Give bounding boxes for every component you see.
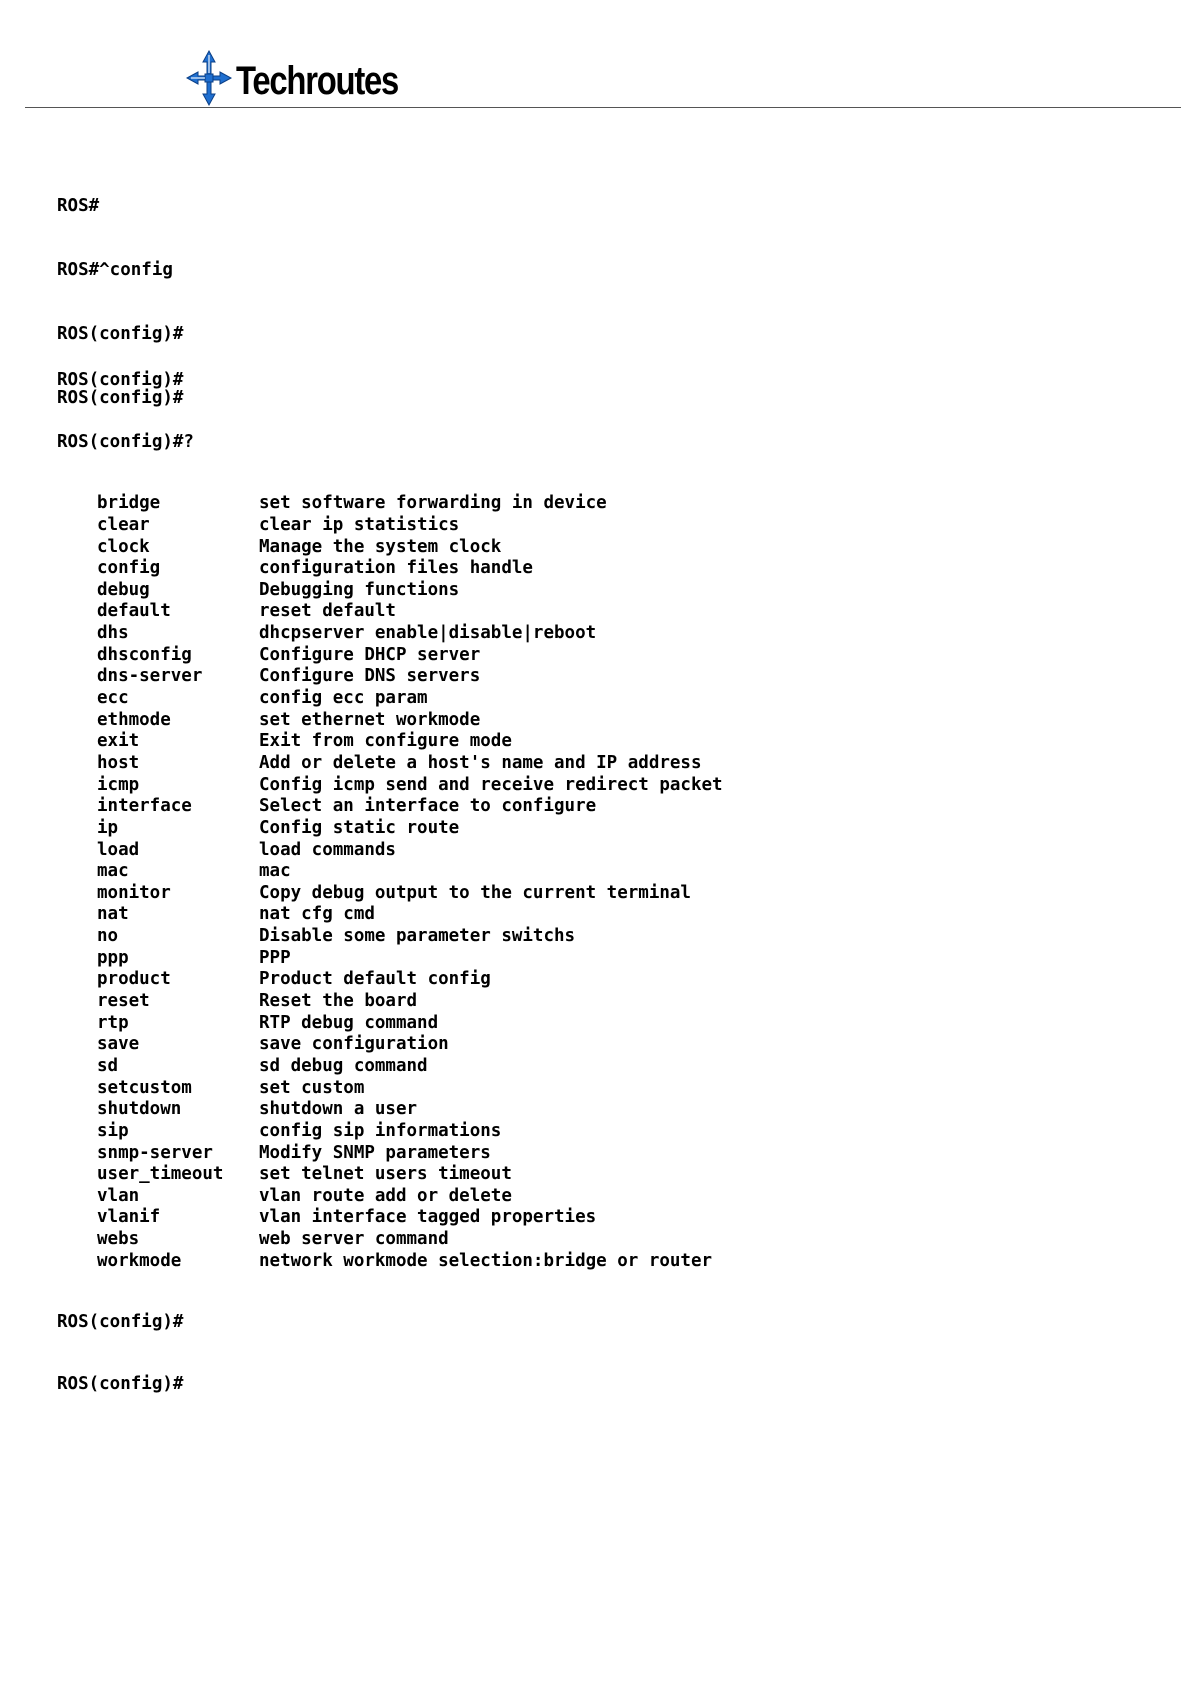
- command-row: [57, 1143, 723, 1165]
- terminal-line: ROS#: [57, 196, 100, 216]
- command-row: [57, 623, 723, 645]
- command-name: icmp: [97, 774, 140, 795]
- header-divider: [25, 107, 1181, 108]
- command-row: [57, 493, 723, 515]
- command-name: load: [97, 839, 140, 860]
- command-description: Product default config: [259, 969, 491, 990]
- command-row: [57, 948, 723, 970]
- command-name: interface: [97, 796, 192, 817]
- command-description: vlan route add or delete: [259, 1185, 512, 1206]
- command-help-list: [57, 493, 723, 1272]
- command-name: sip: [97, 1120, 129, 1141]
- techroutes-logo: [186, 50, 434, 106]
- command-description: sd debug command: [259, 1055, 428, 1076]
- command-description: configuration files handle: [259, 558, 533, 579]
- command-description: Config static route: [259, 817, 460, 838]
- terminal-line: ROS(config)#: [57, 324, 184, 344]
- command-name: setcustom: [97, 1077, 192, 1098]
- command-row: [57, 710, 723, 732]
- command-name: monitor: [97, 882, 171, 903]
- command-row: [57, 645, 723, 667]
- command-description: reset default: [259, 601, 396, 622]
- command-name: ip: [97, 817, 119, 838]
- command-description: mac: [259, 861, 291, 882]
- command-description: set telnet users timeout: [259, 1164, 512, 1185]
- command-description: Disable some parameter switchs: [259, 926, 576, 947]
- command-row: [57, 1078, 723, 1100]
- command-description: RTP debug command: [259, 1012, 439, 1033]
- command-description: Manage the system clock: [259, 536, 502, 557]
- command-name: nat: [97, 904, 129, 925]
- command-name: ethmode: [97, 709, 171, 730]
- command-description: Modify SNMP parameters: [259, 1142, 491, 1163]
- command-row: [57, 991, 723, 1013]
- command-description: clear ip statistics: [259, 514, 460, 535]
- command-name: dns-server: [97, 666, 203, 687]
- command-row: [57, 537, 723, 559]
- command-row: [57, 1229, 723, 1251]
- command-description: Config icmp send and receive redirect packet: [259, 774, 723, 795]
- terminal-session-2: [57, 330, 723, 1416]
- command-row: [57, 861, 723, 883]
- command-row: [57, 1207, 723, 1229]
- command-description: Add or delete a host's name and IP address: [259, 752, 702, 773]
- command-name: product: [97, 969, 171, 990]
- command-row: [57, 1013, 723, 1035]
- command-row: [57, 731, 723, 753]
- command-name: ppp: [97, 947, 129, 968]
- command-name: save: [97, 1034, 140, 1055]
- command-row: [57, 840, 723, 862]
- command-description: save configuration: [259, 1034, 449, 1055]
- terminal-line: ROS(config)#: [57, 1373, 184, 1394]
- command-description: Configure DNS servers: [259, 666, 481, 687]
- command-row: [57, 1121, 723, 1143]
- command-description: set custom: [259, 1077, 365, 1098]
- command-name: clock: [97, 536, 150, 557]
- terminal-line: ROS(config)#?: [57, 431, 194, 452]
- command-name: sd: [97, 1055, 119, 1076]
- command-row: [57, 969, 723, 991]
- command-description: Debugging functions: [259, 579, 460, 600]
- command-row: [57, 1099, 723, 1121]
- command-name: debug: [97, 579, 150, 600]
- command-name: ecc: [97, 688, 129, 709]
- command-name: exit: [97, 731, 140, 752]
- command-name: shutdown: [97, 1099, 182, 1120]
- command-description: load commands: [259, 839, 396, 860]
- command-description: web server command: [259, 1229, 449, 1250]
- command-row: [57, 1034, 723, 1056]
- command-description: nat cfg cmd: [259, 904, 375, 925]
- command-row: [57, 883, 723, 905]
- terminal-line: ROS(config)#: [57, 388, 184, 408]
- terminal-line: ROS(config)#: [57, 370, 184, 390]
- command-name: config: [97, 558, 161, 579]
- command-row: [57, 580, 723, 602]
- command-name: reset: [97, 991, 150, 1012]
- command-name: workmode: [97, 1250, 182, 1271]
- command-description: config ecc param: [259, 688, 428, 709]
- command-row: [57, 558, 723, 580]
- command-description: PPP: [259, 947, 291, 968]
- command-row: [57, 515, 723, 537]
- page-header: [0, 0, 1191, 110]
- command-name: no: [97, 926, 119, 947]
- command-row: [57, 601, 723, 623]
- command-name: vlan: [97, 1185, 140, 1206]
- terminal-line: ROS(config)#: [57, 1312, 184, 1333]
- command-description: network workmode selection:bridge or router: [259, 1250, 713, 1271]
- command-row: [57, 796, 723, 818]
- command-description: Reset the board: [259, 991, 418, 1012]
- command-name: vlanif: [97, 1207, 161, 1228]
- command-name: snmp-server: [97, 1142, 213, 1163]
- command-name: bridge: [97, 493, 161, 514]
- command-row: [57, 926, 723, 948]
- command-row: [57, 688, 723, 710]
- command-description: set software forwarding in device: [259, 493, 607, 514]
- command-row: [57, 666, 723, 688]
- command-row: [57, 818, 723, 840]
- techroutes-cross-logo-icon: [186, 50, 232, 106]
- command-description: Configure DHCP server: [259, 644, 481, 665]
- command-name: dhsconfig: [97, 644, 192, 665]
- command-name: mac: [97, 861, 129, 882]
- command-row: [57, 1164, 723, 1186]
- terminal-line: ROS#^config: [57, 260, 173, 280]
- command-name: clear: [97, 514, 150, 535]
- command-description: Copy debug output to the current terminal: [259, 882, 691, 903]
- command-name: host: [97, 752, 140, 773]
- command-row: [57, 753, 723, 775]
- command-name: default: [97, 601, 171, 622]
- command-description: Exit from configure mode: [259, 731, 512, 752]
- command-description: Select an interface to configure: [259, 796, 597, 817]
- command-name: rtp: [97, 1012, 129, 1033]
- command-description: dhcpserver enable|disable|reboot: [259, 623, 597, 644]
- command-name: dhs: [97, 623, 129, 644]
- command-row: [57, 904, 723, 926]
- command-row: [57, 1056, 723, 1078]
- command-name: user_timeout: [97, 1164, 224, 1185]
- command-row: [57, 1251, 723, 1273]
- command-description: shutdown a user: [259, 1099, 418, 1120]
- command-description: set ethernet workmode: [259, 709, 481, 730]
- command-row: [57, 1186, 723, 1208]
- brand-name: Techroutes: [236, 59, 399, 103]
- command-description: vlan interface tagged properties: [259, 1207, 597, 1228]
- command-row: [57, 775, 723, 797]
- command-name: webs: [97, 1229, 140, 1250]
- command-description: config sip informations: [259, 1120, 502, 1141]
